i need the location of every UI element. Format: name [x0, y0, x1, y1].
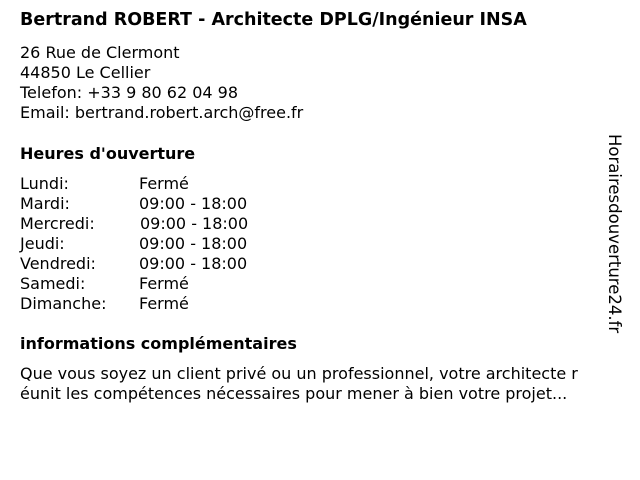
day-label: Lundi:: [20, 174, 69, 193]
phone-number: Telefon: +33 9 80 62 04 98: [20, 83, 239, 102]
hours-value: Fermé: [139, 294, 189, 313]
hours-value: Fermé: [139, 174, 189, 193]
address-city: 44850 Le Cellier: [20, 63, 151, 82]
additional-info-text: [20, 364, 620, 404]
hours-value: Fermé: [139, 274, 189, 293]
description-line: Que vous soyez un client privé ou un professionnel, votre architecte r: [20, 364, 578, 383]
hours-value: 09:00 - 18:00: [139, 194, 248, 213]
contact-block: [20, 43, 303, 123]
day-label: Samedi:: [20, 274, 86, 293]
day-label: Dimanche:: [20, 294, 107, 313]
additional-info-heading: informations complémentaires: [20, 334, 297, 353]
day-label: Mercredi:: [20, 214, 95, 233]
day-label: Mardi:: [20, 194, 70, 213]
email-address: Email: bertrand.robert.arch@free.fr: [20, 103, 304, 122]
site-watermark: Horairesdouverture24.fr: [605, 134, 624, 334]
hours-value: 09:00 - 18:00: [140, 214, 249, 233]
page-title: Bertrand ROBERT - Architecte DPLG/Ingénieur INSA: [20, 10, 527, 30]
address-street: 26 Rue de Clermont: [20, 43, 180, 62]
hours-value: 09:00 - 18:00: [139, 254, 248, 273]
day-label: Vendredi:: [20, 254, 96, 273]
day-label: Jeudi:: [20, 234, 65, 253]
opening-hours-heading: Heures d'ouverture: [20, 144, 196, 163]
description-line: éunit les compétences nécessaires pour mener à bien votre projet...: [20, 384, 568, 403]
hours-value: 09:00 - 18:00: [139, 234, 248, 253]
